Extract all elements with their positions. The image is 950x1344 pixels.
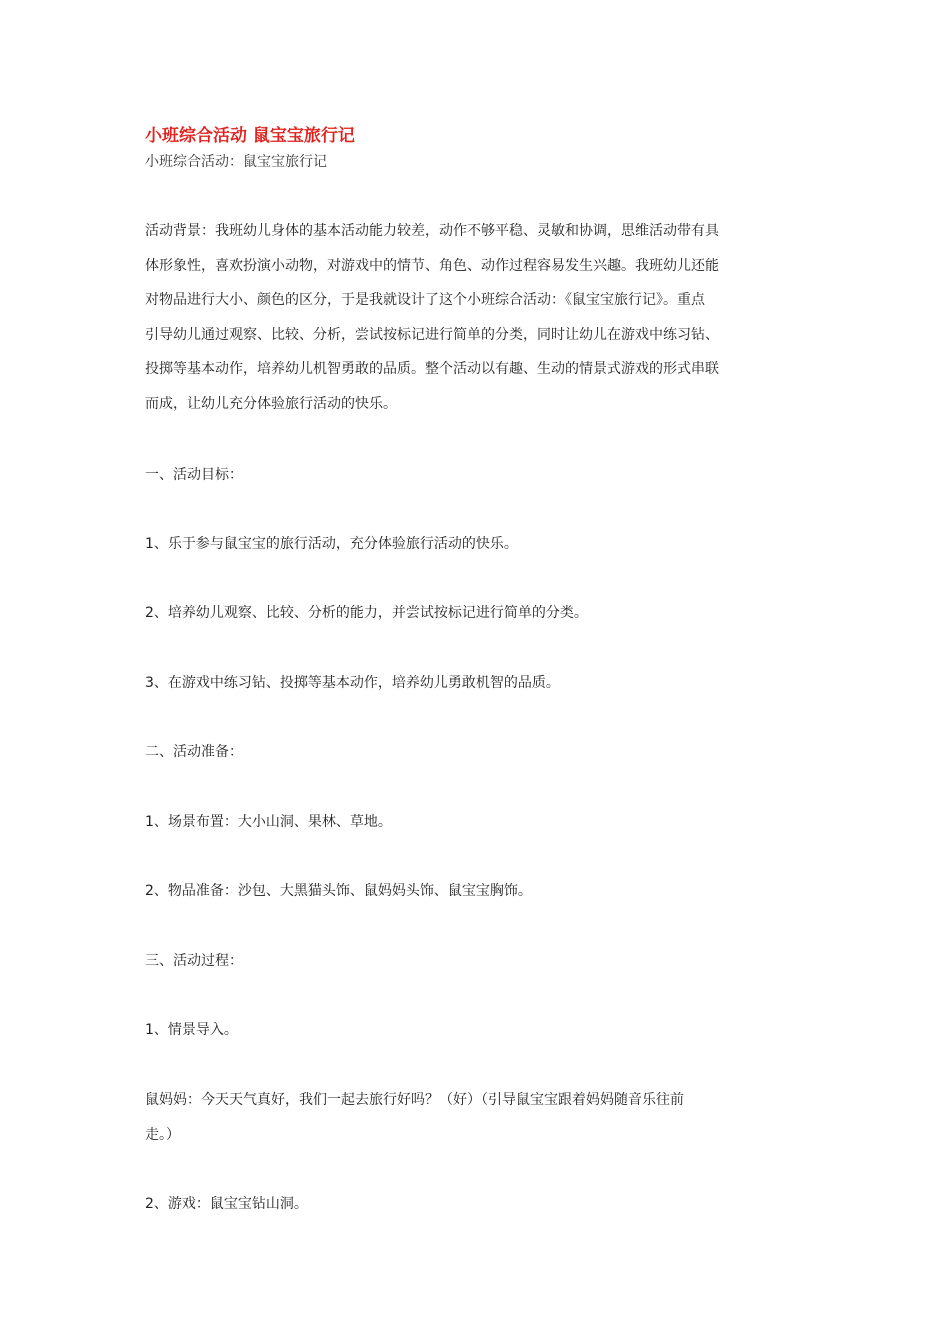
goal-item-1 [145,527,805,562]
section-heading-goals-text: 一、活动目标： [145,467,243,483]
step-item-2 [145,1187,805,1222]
background-paragraph [145,214,805,421]
section-heading-preparation [145,735,805,770]
prep-item-1-text: 1、场景布置：大小山洞、果林、草地。 [145,814,392,830]
section-heading-goals [145,458,805,493]
background-line-1: 活动背景：我班幼儿身体的基本活动能力较差，动作不够平稳、灵敏和协调，思维活动带有具 [145,223,719,239]
goal-item-1-text: 1、乐于参与鼠宝宝的旅行活动，充分体验旅行活动的快乐。 [145,536,518,552]
goal-item-3-text: 3、在游戏中练习钻、投掷等基本动作，培养幼儿勇敢机智的品质。 [145,675,560,691]
step-item-1 [145,1013,805,1048]
background-line-6: 而成，让幼儿充分体验旅行活动的快乐。 [145,395,397,412]
document-subtitle: 小班综合活动：鼠宝宝旅行记 [145,154,327,170]
section-heading-process [145,944,805,979]
step-item-2-text: 2、游戏：鼠宝宝钻山洞。 [145,1196,308,1212]
section-heading-process-text: 三、活动过程： [145,953,243,969]
step-item-1-text: 1、情景导入。 [145,1022,238,1038]
prep-item-2 [145,874,805,909]
background-line-3: 对物品进行大小、颜色的区分，于是我就设计了这个小班综合活动：《鼠宝宝旅行记》。重点 [145,292,705,308]
document-title: 小班综合活动 鼠宝宝旅行记 [145,126,355,146]
section-heading-preparation-text: 二、活动准备： [145,744,243,760]
goal-item-2-text: 2、培养幼儿观察、比较、分析的能力，并尝试按标记进行简单的分类。 [145,605,588,621]
goal-item-2 [145,596,805,631]
dialogue-line-1: 鼠妈妈：今天天气真好，我们一起去旅行好吗？（好）（引导鼠宝宝跟着妈妈随音乐往前 [145,1092,684,1108]
prep-item-1 [145,805,805,840]
dialogue-paragraph [145,1083,805,1152]
background-line-4: 引导幼儿通过观察、比较、分析，尝试按标记进行简单的分类，同时让幼儿在游戏中练习钻、 [145,326,719,343]
background-line-2: 体形象性，喜欢扮演小动物，对游戏中的情节、角色、动作过程容易发生兴趣。我班幼儿还能 [145,257,719,274]
goal-item-3 [145,666,805,701]
prep-item-2-text: 2、物品准备：沙包、大黑猫头饰、鼠妈妈头饰、鼠宝宝胸饰。 [145,883,532,899]
background-line-5: 投掷等基本动作，培养幼儿机智勇敢的品质。整个活动以有趣、生动的情景式游戏的形式串联 [145,361,719,377]
dialogue-line-2: 走。） [145,1126,180,1143]
